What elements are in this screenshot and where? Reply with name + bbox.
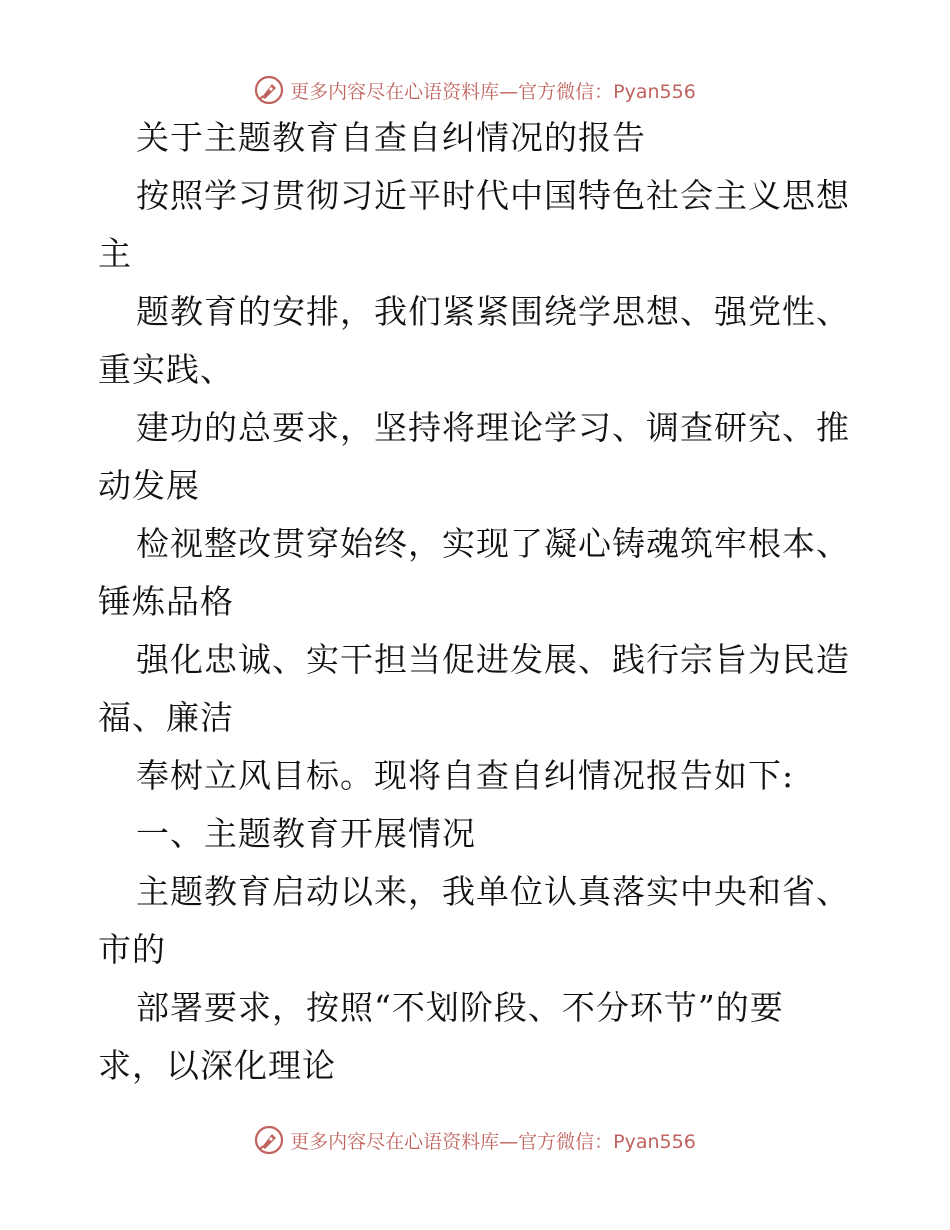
- pen-nib-logo-icon: [254, 1125, 284, 1155]
- pen-nib-logo-icon: [254, 75, 284, 105]
- paragraph-line: 部署要求，按照“不划阶段、不分环节”的要: [136, 988, 784, 1027]
- paragraph-line: 主题教育启动以来，我单位认真落实中央和省、: [136, 872, 850, 911]
- document-title: 关于主题教育自查自纠情况的报告: [136, 118, 646, 157]
- section-heading: 一、主题教育开展情况: [136, 814, 476, 853]
- paragraph-line: 市的: [98, 930, 166, 969]
- paragraph-line: 建功的总要求，坚持将理论学习、调查研究、推: [136, 408, 850, 447]
- paragraph-line: 强化忠诚、实干担当促进发展、践行宗旨为民造: [136, 640, 850, 679]
- paragraph-line: 重实践、: [98, 350, 234, 389]
- paragraph-line: 动发展: [98, 466, 200, 505]
- paragraph-line: 检视整改贯穿始终，实现了凝心铸魂筑牢根本、: [136, 524, 850, 563]
- header-watermark: [0, 70, 950, 110]
- paragraph-line: 题教育的安排，我们紧紧围绕学思想、强党性、: [136, 292, 850, 331]
- watermark-text: 更多内容尽在心语资料库—官方微信：Pyan556: [290, 1130, 696, 1153]
- paragraph-line: 锤炼品格: [98, 582, 234, 621]
- paragraph-line: 按照学习贯彻习近平时代中国特色社会主义思想: [136, 176, 850, 215]
- watermark-text: 更多内容尽在心语资料库—官方微信：Pyan556: [290, 80, 696, 103]
- paragraph-line: 福、廉洁: [98, 698, 234, 737]
- paragraph-line: 奉树立风目标。现将自查自纠情况报告如下:: [136, 756, 795, 795]
- footer-watermark: [0, 1120, 950, 1160]
- paragraph-line: 求，以深化理论: [98, 1046, 336, 1085]
- paragraph-line: 主: [98, 234, 132, 273]
